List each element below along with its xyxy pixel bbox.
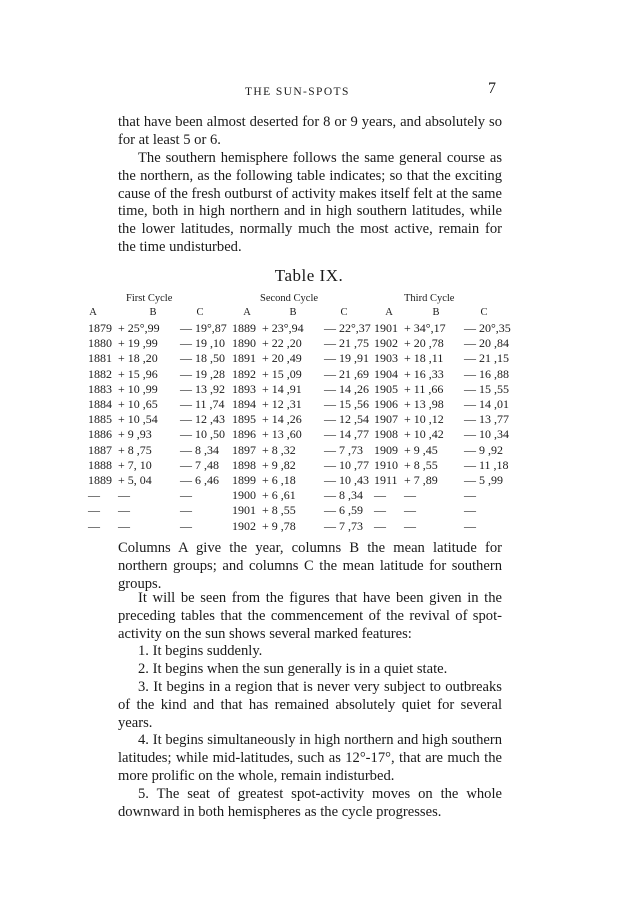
north-lat-cell: + 13 ,98: [404, 397, 444, 411]
year-cell: 1891: [232, 351, 256, 366]
year-cell: —: [88, 503, 100, 518]
south-lat-cell: — 21 ,75: [324, 336, 369, 351]
year-cell: 1885: [88, 412, 112, 427]
north-lat-cell: + 10 ,65: [118, 397, 158, 411]
feature-number: 4.: [138, 732, 149, 749]
paragraph-text: Columns A give the year, columns B the mean latitude for northern groups; and columns C the mean latitude for southern groups.: [118, 540, 502, 592]
south-lat-cell: — 18 ,50: [180, 351, 225, 366]
north-lat-cell: + 9 ,78: [262, 518, 296, 533]
table-row: [0, 320, 618, 336]
south-lat-cell: — 16 ,88: [464, 366, 509, 381]
cycle-heading-first: First Cycle: [126, 293, 173, 304]
south-lat-cell: — 14 ,01: [464, 397, 509, 411]
south-lat-cell: — 19 ,10: [180, 336, 225, 351]
year-cell: 1904: [374, 366, 398, 381]
north-lat-cell: + 10 ,12: [404, 412, 444, 427]
north-lat-cell: + 8 ,55: [404, 457, 438, 472]
feature-number: 5.: [138, 785, 149, 802]
column-label-c: C: [480, 307, 488, 318]
north-lat-cell: + 14 ,26: [262, 412, 302, 427]
north-lat-cell: + 9 ,82: [262, 457, 296, 472]
year-cell: 1880: [88, 336, 112, 351]
north-lat-cell: —: [118, 518, 130, 533]
south-lat-cell: — 10 ,50: [180, 427, 225, 442]
feature-item: [118, 679, 502, 732]
south-lat-cell: — 12 ,43: [180, 412, 225, 427]
feature-item: [118, 732, 502, 785]
north-lat-cell: + 10 ,42: [404, 427, 444, 442]
column-label-b: B: [149, 307, 157, 318]
year-cell: 1882: [88, 366, 112, 381]
year-cell: 1888: [88, 457, 112, 472]
south-lat-cell: —: [464, 488, 476, 503]
south-lat-cell: — 7 ,73: [324, 442, 363, 457]
south-lat-cell: — 13 ,92: [180, 381, 225, 396]
table-row: [0, 366, 618, 382]
paragraph-2: [118, 150, 502, 257]
south-lat-cell: — 6 ,59: [324, 503, 363, 518]
south-lat-cell: — 21 ,69: [324, 366, 369, 381]
year-cell: —: [88, 488, 100, 503]
north-lat-cell: + 15 ,09: [262, 366, 302, 381]
south-lat-cell: — 20 ,84: [464, 336, 509, 351]
north-lat-cell: + 14 ,91: [262, 381, 302, 396]
year-cell: 1906: [374, 397, 398, 411]
south-lat-cell: — 15 ,56: [324, 397, 369, 411]
south-lat-cell: — 19°,87: [180, 321, 227, 335]
feature-text: The seat of greatest spot-activity moves on the whole downward in both hemispheres as the cycle progresses.: [118, 785, 502, 820]
year-cell: 1879: [88, 321, 112, 335]
year-cell: 1899: [232, 473, 256, 487]
cycle-heading-second: Second Cycle: [260, 293, 319, 304]
paragraph-text: The southern hemisphere follows the same general course as the northern, as the following table indicates; so that the exciting cause of the fresh outburst of activity makes itself felt at the same time, both in high northern and in high southern latitudes, while the lower latitudes, normally much the most active, remain for the time undisturbed.: [118, 150, 502, 255]
north-lat-cell: —: [118, 503, 130, 518]
south-lat-cell: — 9 ,92: [464, 442, 503, 457]
south-lat-cell: — 6 ,46: [180, 473, 219, 487]
year-cell: 1889: [88, 473, 112, 487]
north-lat-cell: + 18 ,11: [404, 351, 444, 366]
south-lat-cell: — 19 ,91: [324, 351, 369, 366]
cycle-heading-third: Third Cycle: [404, 293, 455, 304]
paragraph-text: It will be seen from the figures that have been given in the preceding tables that the commencement of the revival of spot-activity on the sun shows several marked features:: [118, 590, 502, 642]
year-cell: 1886: [88, 427, 112, 442]
north-lat-cell: + 8 ,32: [262, 442, 296, 457]
table-row: [0, 381, 618, 397]
south-lat-cell: —: [180, 488, 192, 503]
north-lat-cell: + 25°,99: [118, 321, 160, 335]
south-lat-cell: — 11 ,18: [464, 457, 509, 472]
table-row: [0, 457, 618, 473]
north-lat-cell: + 23°,94: [262, 321, 304, 335]
feature-text: It begins suddenly.: [152, 643, 263, 660]
north-lat-cell: + 20 ,49: [262, 351, 302, 366]
paragraph-3: [118, 540, 502, 593]
south-lat-cell: — 22°,37: [324, 321, 371, 335]
table-row: [0, 335, 618, 351]
year-cell: 1884: [88, 397, 112, 411]
north-lat-cell: + 9 ,93: [118, 427, 152, 442]
north-lat-cell: —: [404, 488, 416, 503]
table-title: Table IX.: [274, 266, 344, 285]
year-cell: 1908: [374, 427, 398, 442]
north-lat-cell: + 9 ,45: [404, 442, 438, 457]
north-lat-cell: + 7 ,89: [404, 473, 438, 487]
column-label-c: C: [196, 307, 204, 318]
south-lat-cell: — 7 ,48: [180, 457, 219, 472]
year-cell: 1909: [374, 442, 398, 457]
year-cell: 1897: [232, 442, 256, 457]
year-cell: 1907: [374, 412, 398, 427]
paragraph-1: [118, 114, 502, 150]
table-row: [0, 411, 618, 427]
south-lat-cell: — 12 ,54: [324, 412, 369, 427]
south-lat-cell: — 21 ,15: [464, 351, 509, 366]
year-cell: 1894: [232, 397, 256, 411]
south-lat-cell: — 14 ,26: [324, 381, 369, 396]
north-lat-cell: + 5, 04: [118, 473, 152, 487]
year-cell: —: [374, 518, 386, 533]
year-cell: 1893: [232, 381, 256, 396]
year-cell: 1905: [374, 381, 398, 396]
north-lat-cell: + 15 ,96: [118, 366, 158, 381]
year-cell: 1889: [232, 321, 256, 335]
south-lat-cell: — 13 ,77: [464, 412, 509, 427]
south-lat-cell: —: [464, 503, 476, 518]
feature-item: [118, 643, 502, 661]
south-lat-cell: — 19 ,28: [180, 366, 225, 381]
feature-item: [118, 661, 502, 679]
north-lat-cell: + 16 ,33: [404, 366, 444, 381]
table-row: [0, 502, 618, 518]
year-cell: —: [88, 518, 100, 533]
feature-number: 1.: [138, 643, 149, 660]
north-lat-cell: —: [404, 518, 416, 533]
page-number: 7: [488, 80, 496, 97]
feature-text: It begins in a region that is never very subject to outbreaks of the kind and that has remained absolutely quiet for several years.: [118, 678, 502, 731]
north-lat-cell: + 8 ,75: [118, 442, 152, 457]
north-lat-cell: + 22 ,20: [262, 336, 302, 351]
south-lat-cell: — 5 ,99: [464, 473, 503, 487]
south-lat-cell: —: [180, 503, 192, 518]
feature-text: It begins simultaneously in high northern and high southern latitudes; while mid-latitudes, such as 12°-17°, that are much the more prolific on the whole, remain indisturbed.: [118, 732, 502, 784]
year-cell: —: [374, 488, 386, 503]
column-label-a: A: [243, 307, 251, 318]
year-cell: 1883: [88, 381, 112, 396]
south-lat-cell: —: [180, 518, 192, 533]
paragraph-text: that have been almost deserted for 8 or 9 years, and absolutely so for at least 5 or 6.: [118, 114, 502, 148]
year-cell: 1887: [88, 442, 112, 457]
column-label-a: A: [89, 307, 97, 318]
south-lat-cell: — 10 ,34: [464, 427, 509, 442]
table-row: [0, 350, 618, 366]
year-cell: 1902: [232, 518, 256, 533]
north-lat-cell: + 7, 10: [118, 457, 152, 472]
table-row: [0, 426, 618, 442]
south-lat-cell: — 10 ,77: [324, 457, 369, 472]
south-lat-cell: — 8 ,34: [324, 488, 363, 503]
year-cell: 1896: [232, 427, 256, 442]
year-cell: 1910: [374, 457, 398, 472]
north-lat-cell: + 34°,17: [404, 321, 446, 335]
year-cell: 1903: [374, 351, 398, 366]
north-lat-cell: + 20 ,78: [404, 336, 444, 351]
year-cell: 1911: [374, 473, 398, 487]
year-cell: 1881: [88, 351, 112, 366]
table-row: [0, 518, 618, 534]
feature-item: [118, 786, 502, 822]
feature-text: It begins when the sun generally is in a quiet state.: [152, 661, 448, 678]
feature-number: 2.: [138, 661, 149, 678]
table-row: [0, 442, 618, 458]
column-label-a: A: [385, 307, 393, 318]
south-lat-cell: —: [464, 518, 476, 533]
table-row: [0, 472, 618, 488]
year-cell: 1895: [232, 412, 256, 427]
running-title: THE SUN-SPOTS: [245, 86, 350, 98]
table-row: [0, 396, 618, 412]
north-lat-cell: + 13 ,60: [262, 427, 302, 442]
year-cell: 1901: [232, 503, 256, 518]
south-lat-cell: — 7 ,73: [324, 518, 363, 533]
north-lat-cell: + 8 ,55: [262, 503, 296, 518]
south-lat-cell: — 15 ,55: [464, 381, 509, 396]
north-lat-cell: + 6 ,18: [262, 473, 296, 487]
year-cell: 1901: [374, 321, 398, 335]
north-lat-cell: —: [404, 503, 416, 518]
column-label-b: B: [289, 307, 297, 318]
feature-number: 3.: [138, 678, 149, 695]
north-lat-cell: + 12 ,31: [262, 397, 302, 411]
year-cell: —: [374, 503, 386, 518]
north-lat-cell: —: [118, 488, 130, 503]
north-lat-cell: + 6 ,61: [262, 488, 296, 503]
south-lat-cell: — 10 ,43: [324, 473, 369, 487]
year-cell: 1892: [232, 366, 256, 381]
north-lat-cell: + 10 ,54: [118, 412, 158, 427]
south-lat-cell: — 14 ,77: [324, 427, 369, 442]
north-lat-cell: + 11 ,66: [404, 381, 444, 396]
paragraph-4: [118, 590, 502, 821]
year-cell: 1902: [374, 336, 398, 351]
year-cell: 1898: [232, 457, 256, 472]
column-label-b: B: [432, 307, 440, 318]
south-lat-cell: — 11 ,74: [180, 397, 225, 411]
north-lat-cell: + 18 ,20: [118, 351, 158, 366]
column-label-c: C: [340, 307, 348, 318]
south-lat-cell: — 8 ,34: [180, 442, 219, 457]
north-lat-cell: + 10 ,99: [118, 381, 158, 396]
south-lat-cell: — 20°,35: [464, 321, 511, 335]
north-lat-cell: + 19 ,99: [118, 336, 158, 351]
year-cell: 1900: [232, 488, 256, 503]
year-cell: 1890: [232, 336, 256, 351]
table-row: [0, 487, 618, 503]
